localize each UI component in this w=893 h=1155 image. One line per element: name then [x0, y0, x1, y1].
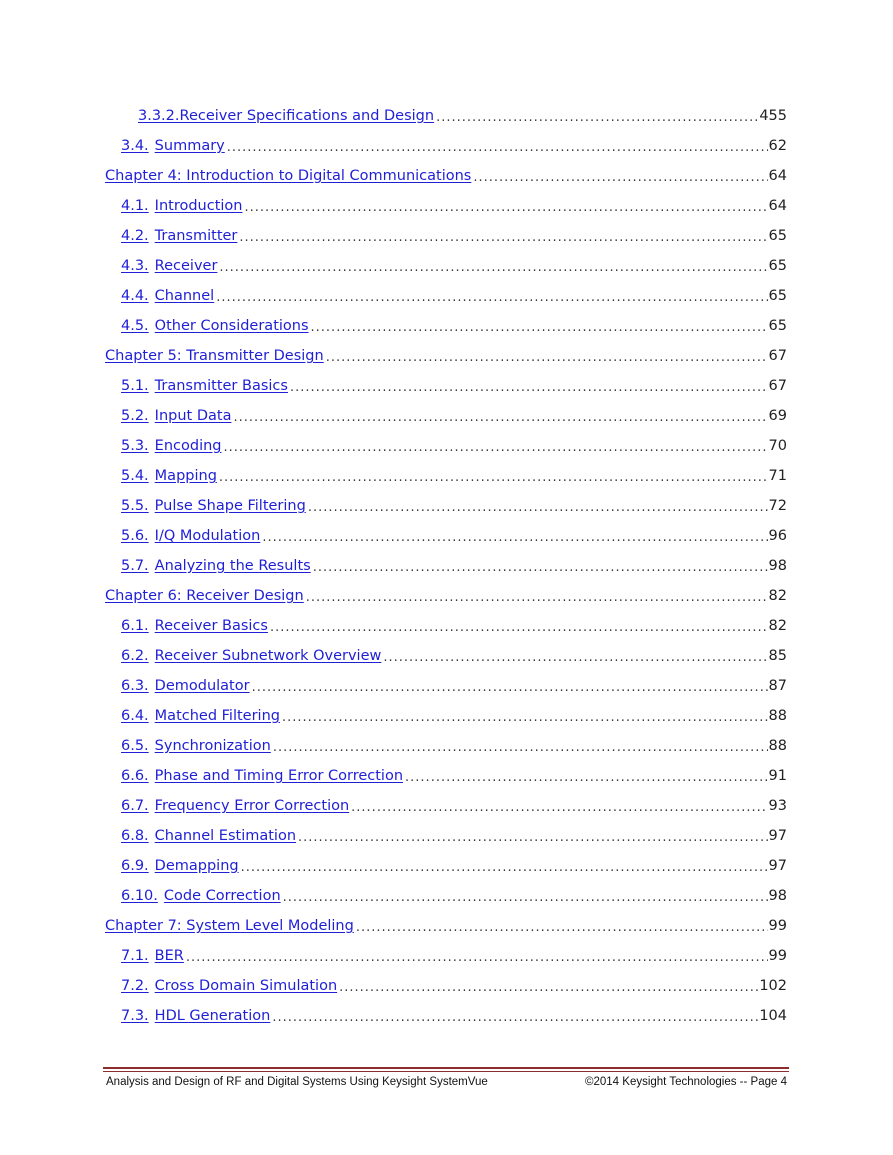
- toc-entry-link[interactable]: Synchronization: [154, 738, 271, 754]
- toc-page-number: 91: [768, 768, 787, 784]
- toc-page-number: 62: [768, 138, 787, 154]
- toc-page-number: 96: [768, 528, 787, 544]
- toc-page-number: 64: [768, 168, 787, 184]
- toc-dot-leader: [241, 858, 768, 878]
- toc-section-entry[interactable]: [105, 821, 787, 851]
- toc-page-number: 71: [768, 468, 787, 484]
- toc-entry-link[interactable]: I/Q Modulation: [154, 528, 261, 544]
- toc-entry-number[interactable]: 5.7.: [121, 558, 149, 574]
- toc-chapter-entry[interactable]: [105, 341, 787, 371]
- toc-entry-link[interactable]: HDL Generation: [154, 1008, 271, 1024]
- toc-page-number: 87: [768, 678, 787, 694]
- toc-section-entry[interactable]: [105, 791, 787, 821]
- toc-dot-leader: [351, 798, 767, 818]
- toc-dot-leader: [282, 708, 768, 728]
- toc-entry-link[interactable]: Input Data: [154, 408, 232, 424]
- toc-section-entry[interactable]: [105, 731, 787, 761]
- footer-rule: [103, 1067, 789, 1069]
- toc-entry-number[interactable]: 6.1.: [121, 618, 149, 634]
- toc-entry-number[interactable]: 3.4.: [121, 138, 149, 154]
- toc-entry-number[interactable]: 6.4.: [121, 708, 149, 724]
- toc-entry-link[interactable]: Receiver: [154, 258, 218, 274]
- toc-entry-number[interactable]: 6.7.: [121, 798, 149, 814]
- toc-entry-link[interactable]: Chapter 7: System Level Modeling: [105, 918, 354, 934]
- toc-page-number: 64: [768, 198, 787, 214]
- toc-entry-link[interactable]: Transmitter Basics: [154, 378, 288, 394]
- toc-section-entry[interactable]: [105, 371, 787, 401]
- toc-dot-leader: [298, 828, 768, 848]
- toc-dot-leader: [270, 618, 768, 638]
- toc-entry-number[interactable]: 5.6.: [121, 528, 149, 544]
- toc-entry-link[interactable]: Receiver Subnetwork Overview: [154, 648, 382, 664]
- toc-entry-number[interactable]: 6.9.: [121, 858, 149, 874]
- toc-entry-link[interactable]: Chapter 4: Introduction to Digital Communications: [105, 168, 472, 184]
- toc-page-number: 97: [768, 858, 787, 874]
- toc-entry-link[interactable]: Phase and Timing Error Correction: [154, 768, 404, 784]
- toc-page-number: 93: [768, 798, 787, 814]
- toc-section-entry[interactable]: [105, 221, 787, 251]
- toc-dot-leader: [273, 738, 768, 758]
- toc-section-entry[interactable]: [105, 311, 787, 341]
- toc-dot-leader: [186, 948, 768, 968]
- toc-dot-leader: [311, 318, 768, 338]
- toc-dot-leader: [313, 558, 768, 578]
- toc-entry-link[interactable]: Channel Estimation: [154, 828, 297, 844]
- toc-entry-link[interactable]: Channel: [154, 288, 215, 304]
- toc-dot-leader: [224, 438, 768, 458]
- toc-entry-link[interactable]: BER: [154, 948, 184, 964]
- toc-entry-link[interactable]: Receiver Specifications and Design: [179, 108, 435, 124]
- toc-entry-number[interactable]: 7.1.: [121, 948, 149, 964]
- toc-section-entry[interactable]: [105, 641, 787, 671]
- toc-page-number: 85: [768, 648, 787, 664]
- toc-dot-leader: [290, 378, 768, 398]
- toc-dot-leader: [436, 108, 758, 128]
- toc-page-number: 102: [759, 978, 787, 994]
- toc-entry-number[interactable]: 4.5.: [121, 318, 149, 334]
- toc-section-entry[interactable]: [105, 101, 787, 131]
- toc-section-entry[interactable]: [105, 281, 787, 311]
- toc-dot-leader: [219, 258, 767, 278]
- toc-entry-link[interactable]: Chapter 5: Transmitter Design: [105, 348, 324, 364]
- toc-dot-leader: [473, 168, 767, 188]
- toc-page-number: 72: [768, 498, 787, 514]
- toc-entry-number[interactable]: 6.10.: [121, 888, 158, 904]
- toc-section-entry[interactable]: [105, 971, 787, 1001]
- toc-page-number: 98: [768, 558, 787, 574]
- toc-entry-link[interactable]: Transmitter: [154, 228, 238, 244]
- toc-section-entry[interactable]: [105, 611, 787, 641]
- toc-entry-link[interactable]: Demapping: [154, 858, 239, 874]
- toc-page-number: 82: [768, 618, 787, 634]
- toc-section-entry[interactable]: [105, 461, 787, 491]
- toc-entry-link[interactable]: Mapping: [154, 468, 217, 484]
- toc-section-entry[interactable]: [105, 941, 787, 971]
- toc-page-number: 82: [768, 588, 787, 604]
- toc-section-entry[interactable]: [105, 431, 787, 461]
- toc-entry-link[interactable]: Other Considerations: [154, 318, 309, 334]
- toc-entry-link[interactable]: Cross Domain Simulation: [154, 978, 338, 994]
- toc-section-entry[interactable]: [105, 401, 787, 431]
- toc-entry-number[interactable]: 4.1.: [121, 198, 149, 214]
- toc-entry-number[interactable]: 6.6.: [121, 768, 149, 784]
- toc-entry-number[interactable]: 4.2.: [121, 228, 149, 244]
- toc-dot-leader: [383, 648, 767, 668]
- toc-page-number: 455: [759, 108, 787, 124]
- toc-dot-leader: [239, 228, 767, 248]
- toc-entry-number[interactable]: 5.1.: [121, 378, 149, 394]
- toc-section-entry[interactable]: [105, 521, 787, 551]
- toc-page-number: 97: [768, 828, 787, 844]
- toc-page-number: 65: [768, 258, 787, 274]
- toc-dot-leader: [272, 1008, 758, 1028]
- toc-dot-leader: [308, 498, 768, 518]
- toc-section-entry[interactable]: [105, 881, 787, 911]
- toc-entry-number[interactable]: 6.2.: [121, 648, 149, 664]
- toc-section-entry[interactable]: [105, 761, 787, 791]
- toc-section-entry[interactable]: [105, 671, 787, 701]
- toc-dot-leader: [244, 198, 767, 218]
- toc-entry-number[interactable]: 5.3.: [121, 438, 149, 454]
- toc-entry-link[interactable]: Introduction: [154, 198, 243, 214]
- toc-entry-number[interactable]: 5.2.: [121, 408, 149, 424]
- toc-section-entry[interactable]: [105, 131, 787, 161]
- toc-page-number: 70: [768, 438, 787, 454]
- toc-dot-leader: [233, 408, 767, 428]
- toc-entry-link[interactable]: Code Correction: [163, 888, 281, 904]
- toc-chapter-entry[interactable]: [105, 581, 787, 611]
- toc-dot-leader: [339, 978, 758, 998]
- toc-chapter-entry[interactable]: [105, 911, 787, 941]
- toc-entry-link[interactable]: Analyzing the Results: [154, 558, 311, 574]
- toc-dot-leader: [216, 288, 767, 308]
- toc-entry-link[interactable]: Pulse Shape Filtering: [154, 498, 306, 514]
- toc-dot-leader: [356, 918, 768, 938]
- toc-dot-leader: [227, 138, 768, 158]
- footer-title: Analysis and Design of RF and Digital Systems Using Keysight SystemVue: [106, 1076, 488, 1088]
- toc-page-number: 65: [768, 228, 787, 244]
- toc-page-number: 65: [768, 288, 787, 304]
- toc-section-entry[interactable]: [105, 851, 787, 881]
- toc-dot-leader: [262, 528, 767, 548]
- toc-entry-link[interactable]: Matched Filtering: [154, 708, 280, 724]
- toc-entry-number[interactable]: 5.4.: [121, 468, 149, 484]
- toc-entry-number[interactable]: 4.3.: [121, 258, 149, 274]
- toc-page-number: 88: [768, 708, 787, 724]
- toc-page-number: 99: [768, 918, 787, 934]
- toc-page-number: 98: [768, 888, 787, 904]
- toc-chapter-entry[interactable]: [105, 161, 787, 191]
- toc-entry-link[interactable]: Summary: [154, 138, 225, 154]
- toc-entry-number[interactable]: 7.2.: [121, 978, 149, 994]
- toc-page-number: 99: [768, 948, 787, 964]
- toc-section-entry[interactable]: [105, 551, 787, 581]
- toc-entry-number[interactable]: 5.5.: [121, 498, 149, 514]
- toc-dot-leader: [405, 768, 768, 788]
- toc-entry-number[interactable]: 6.8.: [121, 828, 149, 844]
- toc-entry-link[interactable]: Frequency Error Correction: [154, 798, 350, 814]
- toc-page-number: 67: [768, 348, 787, 364]
- toc-entry-link[interactable]: Receiver Basics: [154, 618, 268, 634]
- toc-page-number: 104: [759, 1008, 787, 1024]
- toc-page-number: 88: [768, 738, 787, 754]
- toc-dot-leader: [219, 468, 768, 488]
- toc-entry-number[interactable]: 6.3.: [121, 678, 149, 694]
- toc-dot-leader: [306, 588, 768, 608]
- toc-dot-leader: [283, 888, 768, 908]
- toc-entry-number[interactable]: 6.5.: [121, 738, 149, 754]
- toc-section-entry[interactable]: [105, 491, 787, 521]
- toc-section-entry[interactable]: [105, 1001, 787, 1031]
- toc-section-entry[interactable]: [105, 251, 787, 281]
- toc-page-number: 65: [768, 318, 787, 334]
- footer-rule-thin: [103, 1071, 789, 1072]
- toc-entry-number[interactable]: 7.3.: [121, 1008, 149, 1024]
- toc-section-entry[interactable]: [105, 701, 787, 731]
- toc-entry-link[interactable]: Demodulator: [154, 678, 250, 694]
- toc-entry-number[interactable]: 3.3.2.: [138, 108, 180, 124]
- toc-dot-leader: [326, 348, 768, 368]
- toc-page-number: 69: [768, 408, 787, 424]
- toc-entry-link[interactable]: Chapter 6: Receiver Design: [105, 588, 304, 604]
- toc-entry-number[interactable]: 4.4.: [121, 288, 149, 304]
- toc-entry-link[interactable]: Encoding: [154, 438, 222, 454]
- toc-dot-leader: [252, 678, 768, 698]
- toc-page-number: 67: [768, 378, 787, 394]
- footer-page-info: ©2014 Keysight Technologies -- Page 4: [585, 1076, 787, 1088]
- table-of-contents: [105, 101, 787, 1031]
- toc-section-entry[interactable]: [105, 191, 787, 221]
